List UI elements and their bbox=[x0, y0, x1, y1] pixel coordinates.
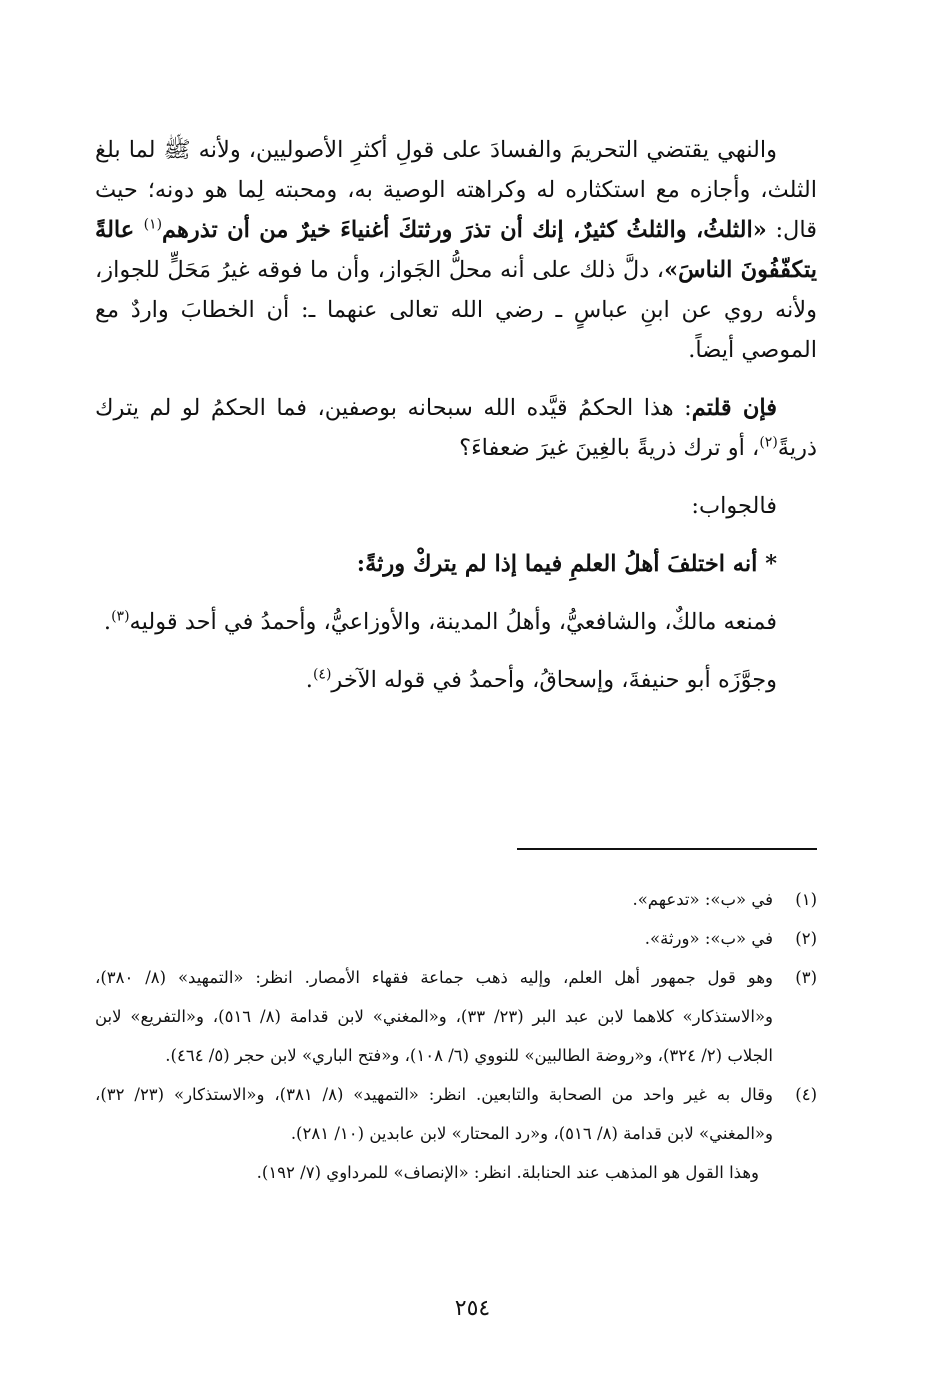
footnotes bbox=[95, 880, 817, 1192]
footnote-ref-3: (٣) bbox=[111, 608, 130, 625]
footnote-item bbox=[95, 880, 817, 919]
main-text bbox=[95, 130, 817, 700]
footnote-text: وهو قول جمهور أهل العلم، وإليه ذهب جماعة فقهاء الأمصار. انظر: «التمهيد» (٨/ ٣٨٠)، و«الاستذكار» كلاهما لابن عبد البر (٢٣/ ٣٣)، و«المغني» لابن قدامة (٨/ ٥١٦)، و«التفريع» لابن الجلاب (٢/ ٣٢٤)، و«روضة الطالبين» للنووي (٦/ ١٠٨)، و«فتح الباري» لابن حجر (٥/ ٤٦٤). bbox=[95, 968, 774, 1065]
footnote-text: وقال به غير واحد من الصحابة والتابعين. انظر: «التمهيد» (٨/ ٣٨١)، و«الاستذكار» (٢٣/ ٣٢)، و«المغني» لابن قدامة (٨/ ٥١٦)، و«رد المحتار» لابن عابدين (١٠/ ٢٨١). bbox=[95, 1085, 773, 1143]
footnote-ref-4: (٤) bbox=[312, 666, 332, 683]
page-number: ٢٥٤ bbox=[454, 1296, 491, 1321]
footnote-number: (٣) bbox=[795, 968, 817, 987]
footnote-ref-2: (٢) bbox=[759, 434, 778, 451]
footnote-item bbox=[95, 958, 817, 1075]
footnote-divider bbox=[517, 848, 817, 850]
footnote-number: (٢) bbox=[795, 929, 817, 948]
paragraph-2-text-b: ، أو ترك ذريةً بالغِينَ غيرَ ضعفاءَ؟ bbox=[459, 435, 760, 461]
paragraph-1 bbox=[95, 130, 817, 370]
paragraph-6 bbox=[95, 660, 817, 700]
paragraph-4-text: * أنه اختلفَ أهلُ العلمِ فيما إذا لم يتركْ ورثةً: bbox=[356, 551, 777, 577]
paragraph-2-text-a: : هذا الحكمُ قيَّده الله سبحانه بوصفين، فما الحكمُ لو لم يترك ذريةً bbox=[95, 395, 817, 461]
footnote-text: في «ب»: «تدعهم». bbox=[632, 890, 773, 909]
footnote-item bbox=[95, 1075, 817, 1153]
footnote-number: (١) bbox=[795, 890, 817, 909]
paragraph-6-text-b: . bbox=[305, 667, 313, 693]
paragraph-5-text-a: فمنعه مالكٌ، والشافعيُّ، وأهلُ المدينة، والأوزاعيُّ، وأحمدُ في أحد قوليه bbox=[129, 609, 777, 635]
paragraph-4 bbox=[95, 544, 817, 584]
paragraph-3: فالجواب: bbox=[691, 493, 777, 519]
paragraph-6-text-a: وجوَّزَه أبو حنيفةَ، وإسحاقُ، وأحمدُ في قوله الآخر bbox=[331, 667, 777, 693]
paragraph-2 bbox=[95, 388, 817, 468]
paragraph-2-lead: فإن قلتم bbox=[691, 395, 778, 421]
hadith-quote-a: «الثلثُ، والثلثُ كثيرٌ، إنك أن تذرَ ورثتكَ أغنياءَ خيرٌ من أن تذرهم bbox=[162, 217, 767, 243]
footnote-text: في «ب»: «ورثة». bbox=[644, 929, 773, 948]
footnote-item bbox=[95, 919, 817, 958]
footnote-continuation: وهذا القول هو المذهب عند الحنابلة. انظر: «الإنصاف» للمرداوي (٧/ ١٩٢). bbox=[256, 1163, 759, 1182]
footnote-number: (٤) bbox=[795, 1085, 817, 1104]
paragraph-1-text-b: ، دلَّ ذلك على أنه محلُّ الجَواز، وأن ما فوقه غيرُ مَحَلٍّ للجواز، ولأنه روي عن ابنِ عباسٍ ـ رضي الله تعالى عنهما ـ: أن الخطابَ واردٌ مع الموصي أيضاً. bbox=[95, 257, 817, 363]
hadith-quote-b: عالةً يتكفّفُونَ الناسَ» bbox=[95, 217, 817, 283]
paragraph-1-text-a: والنهي يقتضي التحريمَ والفسادَ على قولِ أكثرِ الأصوليين، ولأنه ﷺ لما بلغ الثلث، وأجازه مع استكثاره له وكراهته الوصية به، ومحبته لِما هو دونه؛ حيث قال: bbox=[95, 137, 817, 243]
paragraph-5 bbox=[95, 602, 817, 642]
paragraph-5-text-b: . bbox=[103, 609, 112, 635]
footnote-ref-1: (١) bbox=[143, 216, 163, 233]
